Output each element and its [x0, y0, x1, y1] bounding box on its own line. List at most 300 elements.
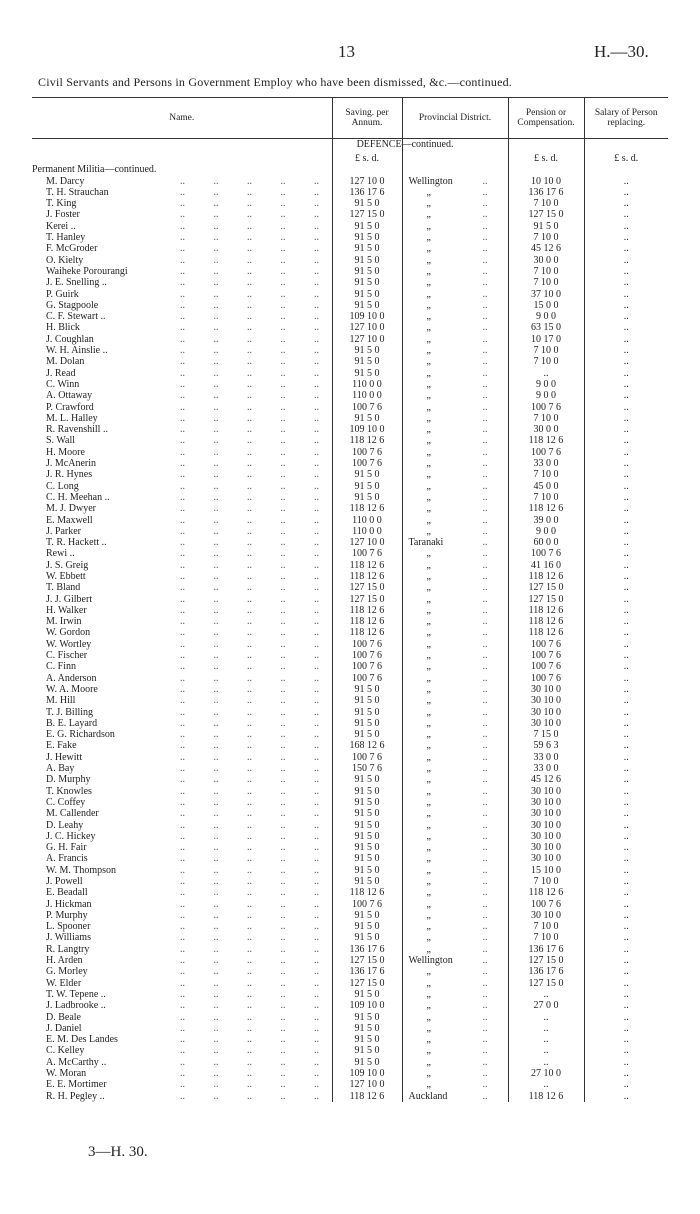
leader-dots: .. .. .. .. ..	[180, 220, 319, 232]
leader-dots: .. .. .. .. ..	[180, 1056, 319, 1068]
district-dots: ..	[482, 616, 488, 628]
row-district-text: „	[426, 751, 431, 763]
row-district-text: „	[426, 638, 431, 650]
row-name	[32, 865, 332, 876]
leader-dots: .. .. .. .. ..	[180, 921, 319, 933]
row-district	[402, 289, 508, 300]
row-name-text: A. Ottaway	[46, 390, 93, 402]
row-saving: 118 12 6	[332, 605, 402, 616]
row-name	[32, 820, 332, 831]
district-dots: ..	[482, 333, 488, 345]
row-saving: 91 5 0	[332, 289, 402, 300]
table-row	[32, 718, 668, 729]
table-title: Civil Servants and Persons in Government Employ who have been dismissed, &c.—continued.	[38, 75, 512, 89]
row-name	[32, 1023, 332, 1034]
leader-dots: .. .. .. .. ..	[180, 198, 319, 210]
row-saving: 91 5 0	[332, 1023, 402, 1034]
row-pension: 30 10 0	[508, 910, 584, 921]
row-name	[32, 899, 332, 910]
row-district	[402, 786, 508, 797]
leader-dots: .. .. .. .. ..	[180, 785, 319, 797]
table-row	[32, 661, 668, 672]
district-dots: ..	[482, 243, 488, 255]
row-district	[402, 311, 508, 322]
row-salary: ..	[623, 186, 629, 198]
row-name	[32, 978, 332, 989]
row-district	[402, 266, 508, 277]
leader-dots: .. .. .. .. ..	[180, 909, 319, 921]
district-dots: ..	[482, 412, 488, 424]
row-district-text: „	[426, 559, 431, 571]
row-salary: ..	[623, 570, 629, 582]
row-name-text: J. Ladbrooke ..	[46, 1000, 106, 1012]
row-name	[32, 221, 332, 232]
district-dots: ..	[482, 458, 488, 470]
row-name-text: J. S. Greig	[46, 559, 89, 571]
district-dots: ..	[482, 582, 488, 594]
row-name	[32, 786, 332, 797]
row-saving: 91 5 0	[332, 1034, 402, 1045]
row-name	[32, 616, 332, 627]
district-dots: ..	[482, 480, 488, 492]
row-salary: ..	[623, 277, 629, 289]
row-name-text: L. Spooner	[46, 921, 91, 933]
row-salary: ..	[623, 943, 629, 955]
row-name	[32, 752, 332, 763]
district-dots: ..	[482, 830, 488, 842]
row-saving: 91 5 0	[332, 413, 402, 424]
row-district-text: „	[426, 729, 431, 741]
row-pension: 30 10 0	[508, 707, 584, 718]
row-pension: 118 12 6	[508, 435, 584, 446]
row-district-text: „	[426, 943, 431, 955]
row-salary: ..	[623, 706, 629, 718]
row-district	[402, 198, 508, 209]
table-row	[32, 673, 668, 684]
leader-dots: .. .. .. .. ..	[180, 537, 319, 549]
row-salary: ..	[623, 717, 629, 729]
row-district-text: „	[426, 514, 431, 526]
row-pension: 7 10 0	[508, 356, 584, 367]
row-name	[32, 718, 332, 729]
leader-dots: .. .. .. .. ..	[180, 774, 319, 786]
table-row	[32, 707, 668, 718]
row-district-text: „	[426, 966, 431, 978]
table-row	[32, 209, 668, 220]
district-dots: ..	[482, 909, 488, 921]
leader-dots: .. .. .. .. ..	[180, 672, 319, 684]
table-row	[32, 277, 668, 288]
row-pension: 136 17 6	[508, 966, 584, 977]
row-name-text: T. R. Hackett ..	[46, 537, 107, 549]
row-pension: 127 15 0	[508, 582, 584, 593]
row-district-text: „	[426, 322, 431, 334]
row-saving: 136 17 6	[332, 966, 402, 977]
row-saving: 109 10 0	[332, 1000, 402, 1011]
row-salary: ..	[623, 683, 629, 695]
row-name	[32, 560, 332, 571]
leader-dots: .. .. .. .. ..	[180, 265, 319, 277]
row-district	[402, 808, 508, 819]
row-district-text: „	[426, 401, 431, 413]
row-name	[32, 402, 332, 413]
row-name	[32, 481, 332, 492]
row-district	[402, 322, 508, 333]
row-pension: 7 10 0	[508, 277, 584, 288]
row-pension: 100 7 6	[508, 639, 584, 650]
row-salary: ..	[623, 424, 629, 436]
row-saving: 127 15 0	[332, 955, 402, 966]
row-pension: 39 0 0	[508, 515, 584, 526]
row-name-text: M. Callender	[46, 808, 99, 820]
table-row	[32, 932, 668, 943]
row-name	[32, 684, 332, 695]
row-district	[402, 639, 508, 650]
row-pension: ..	[508, 1079, 584, 1090]
leader-dots: .. .. .. .. ..	[180, 604, 319, 616]
row-saving: 91 5 0	[332, 695, 402, 706]
row-district-text: „	[426, 988, 431, 1000]
row-district	[402, 187, 508, 198]
row-pension: 7 10 0	[508, 345, 584, 356]
row-pension: 127 15 0	[508, 594, 584, 605]
row-district	[402, 548, 508, 559]
group-spacer	[32, 153, 332, 164]
row-district	[402, 673, 508, 684]
row-name-text: W. Moran	[46, 1068, 87, 1080]
leader-dots: .. .. .. .. ..	[180, 378, 319, 390]
row-salary: ..	[623, 740, 629, 752]
row-district	[402, 707, 508, 718]
row-district-text: „	[426, 785, 431, 797]
row-name-text: R. Langtry	[46, 943, 90, 955]
row-saving: 118 12 6	[332, 616, 402, 627]
row-name-text: J. Parker	[46, 525, 81, 537]
row-district	[402, 582, 508, 593]
row-name-text: J. Read	[46, 367, 76, 379]
row-saving: 100 7 6	[332, 447, 402, 458]
row-pension: 7 10 0	[508, 198, 584, 209]
table-row	[32, 187, 668, 198]
table-row	[32, 413, 668, 424]
district-dots: ..	[482, 864, 488, 876]
row-district	[402, 955, 508, 966]
district-dots: ..	[482, 356, 488, 368]
row-salary: ..	[623, 458, 629, 470]
row-name	[32, 627, 332, 638]
row-name	[32, 1068, 332, 1079]
table-row	[32, 515, 668, 526]
row-name-text: C. Coffey	[46, 796, 86, 808]
row-name-text: J. J. Gilbert	[46, 593, 93, 605]
row-saving: 168 12 6	[332, 740, 402, 751]
row-district	[402, 209, 508, 220]
row-saving: 91 5 0	[332, 243, 402, 254]
table-row	[32, 311, 668, 322]
row-name	[32, 492, 332, 503]
page-number: 13	[338, 42, 355, 61]
row-salary: ..	[623, 480, 629, 492]
row-salary: ..	[623, 311, 629, 323]
table-row	[32, 1000, 668, 1011]
row-saving: 91 5 0	[332, 718, 402, 729]
row-name	[32, 876, 332, 887]
row-pension: 100 7 6	[508, 402, 584, 413]
row-pension: 15 10 0	[508, 865, 584, 876]
row-name	[32, 1091, 332, 1102]
table-row	[32, 537, 668, 548]
leader-dots: .. .. .. .. ..	[180, 435, 319, 447]
row-district-text: „	[426, 842, 431, 854]
row-salary: ..	[623, 1011, 629, 1023]
row-district	[402, 876, 508, 887]
table-row	[32, 368, 668, 379]
row-district	[402, 379, 508, 390]
table-row	[32, 639, 668, 650]
row-district	[402, 752, 508, 763]
row-pension: 10 10 0	[508, 176, 584, 187]
table-row	[32, 820, 668, 831]
leader-dots: .. .. .. .. ..	[180, 740, 319, 752]
row-saving: 91 5 0	[332, 932, 402, 943]
row-district-text: Wellington	[408, 955, 453, 967]
row-name	[32, 966, 332, 977]
row-salary: ..	[623, 175, 629, 187]
row-pension: 9 0 0	[508, 526, 584, 537]
row-salary: ..	[623, 808, 629, 820]
row-name-text: C. Winn	[46, 378, 80, 390]
row-pension: 7 10 0	[508, 876, 584, 887]
row-district-text: „	[426, 695, 431, 707]
row-salary: ..	[623, 322, 629, 334]
row-name-text: W. Elder	[46, 977, 82, 989]
row-salary: ..	[623, 616, 629, 628]
leader-dots: .. .. .. .. ..	[180, 458, 319, 470]
row-pension: 7 10 0	[508, 921, 584, 932]
table-row	[32, 1068, 668, 1079]
row-district	[402, 515, 508, 526]
row-name	[32, 910, 332, 921]
district-dots: ..	[482, 751, 488, 763]
row-salary: ..	[623, 514, 629, 526]
row-name-text: J. Powell	[46, 876, 83, 887]
row-name-text: W. Gordon	[46, 627, 91, 639]
row-district	[402, 718, 508, 729]
leader-dots: .. .. .. .. ..	[180, 424, 319, 436]
row-name-text: O. Kielty	[46, 254, 84, 266]
row-name-text: A. Anderson	[46, 672, 97, 684]
leader-dots: .. .. .. .. ..	[180, 808, 319, 820]
row-salary: ..	[623, 220, 629, 232]
row-pension: 100 7 6	[508, 548, 584, 559]
district-dots: ..	[482, 491, 488, 503]
row-name-text: E. E. Mortimer	[46, 1079, 107, 1091]
row-pension: 30 10 0	[508, 842, 584, 853]
row-district-text: „	[426, 232, 431, 244]
table-row	[32, 1023, 668, 1034]
row-saving: 91 5 0	[332, 1057, 402, 1068]
row-district-text: „	[426, 672, 431, 684]
row-district	[402, 763, 508, 774]
row-district-text: „	[426, 480, 431, 492]
row-name	[32, 300, 332, 311]
document-reference: H.—30.	[594, 42, 649, 61]
table-row	[32, 695, 668, 706]
row-name-text: H. Arden	[46, 955, 83, 967]
row-name	[32, 605, 332, 616]
row-name	[32, 842, 332, 853]
row-pension: 30 10 0	[508, 797, 584, 808]
row-name	[32, 266, 332, 277]
row-salary: ..	[623, 887, 629, 899]
row-name-text: F. McGroder	[46, 243, 98, 255]
row-saving: 100 7 6	[332, 402, 402, 413]
district-dots: ..	[482, 1056, 488, 1068]
row-name-text: J. Hewitt	[46, 751, 83, 763]
row-pension: 33 0 0	[508, 752, 584, 763]
district-dots: ..	[482, 435, 488, 447]
row-pension: 30 0 0	[508, 424, 584, 435]
district-dots: ..	[482, 921, 488, 933]
row-district-text: „	[426, 254, 431, 266]
dismissed-employees-table	[32, 97, 668, 1102]
row-pension: 118 12 6	[508, 503, 584, 514]
leader-dots: .. .. .. .. ..	[180, 1090, 319, 1102]
leader-dots: .. .. .. .. ..	[180, 955, 319, 967]
district-dots: ..	[482, 209, 488, 221]
row-district-text: „	[426, 853, 431, 865]
row-saving: 118 12 6	[332, 887, 402, 898]
row-name-text: D. Murphy	[46, 774, 91, 786]
district-dots: ..	[482, 288, 488, 300]
table-row	[32, 842, 668, 853]
row-district	[402, 255, 508, 266]
row-name	[32, 774, 332, 785]
leader-dots: .. .. .. .. ..	[180, 548, 319, 560]
row-district-text: „	[426, 570, 431, 582]
district-dots: ..	[482, 593, 488, 605]
row-pension: 7 10 0	[508, 492, 584, 503]
row-name	[32, 887, 332, 898]
row-pension: 59 6 3	[508, 740, 584, 751]
row-district	[402, 1079, 508, 1090]
row-district-text: „	[426, 616, 431, 628]
row-name	[32, 289, 332, 300]
row-district	[402, 1068, 508, 1079]
row-district	[402, 345, 508, 356]
row-salary: ..	[623, 774, 629, 786]
table-row	[32, 571, 668, 582]
row-name-text: T. Knowles	[46, 785, 92, 797]
row-saving: 91 5 0	[332, 910, 402, 921]
row-district-text: „	[426, 763, 431, 775]
district-dots: ..	[482, 740, 488, 752]
row-name-text: W. Ebbett	[46, 570, 86, 582]
row-pension: 30 10 0	[508, 786, 584, 797]
district-dots: ..	[482, 186, 488, 198]
row-salary: ..	[623, 288, 629, 300]
district-dots: ..	[482, 729, 488, 741]
row-name-text: P. Murphy	[46, 909, 88, 921]
row-name	[32, 831, 332, 842]
leader-dots: .. .. .. .. ..	[180, 650, 319, 662]
row-pension: 30 10 0	[508, 684, 584, 695]
row-salary: ..	[623, 932, 629, 944]
row-saving: 91 5 0	[332, 808, 402, 819]
row-name	[32, 763, 332, 774]
row-name-text: J. Hickman	[46, 898, 92, 910]
row-district-text: „	[426, 898, 431, 910]
table-row	[32, 243, 668, 254]
table-row	[32, 763, 668, 774]
row-saving: 110 0 0	[332, 390, 402, 401]
row-district	[402, 1091, 508, 1102]
row-district-text: „	[426, 311, 431, 323]
row-saving: 91 5 0	[332, 1045, 402, 1056]
row-name-text: S. Wall	[46, 435, 76, 447]
row-name	[32, 921, 332, 932]
row-name-text: M. J. Dwyer	[46, 503, 96, 515]
row-district	[402, 616, 508, 627]
row-district	[402, 1000, 508, 1011]
row-name-text: J. Daniel	[46, 1022, 82, 1034]
row-district-text: „	[426, 1034, 431, 1046]
row-name	[32, 673, 332, 684]
row-district	[402, 300, 508, 311]
row-name	[32, 379, 332, 390]
row-district	[402, 560, 508, 571]
leader-dots: .. .. .. .. ..	[180, 830, 319, 842]
row-salary: ..	[623, 356, 629, 368]
row-district-text: „	[426, 740, 431, 752]
leader-dots: .. .. .. .. ..	[180, 582, 319, 594]
row-pension: 118 12 6	[508, 627, 584, 638]
saving-units: £ s. d.	[332, 153, 402, 164]
row-name	[32, 944, 332, 955]
leader-dots: .. .. .. .. ..	[180, 503, 319, 515]
row-name	[32, 176, 332, 187]
row-salary: ..	[623, 729, 629, 741]
row-name	[32, 808, 332, 819]
leader-dots: .. .. .. .. ..	[180, 751, 319, 763]
table-row	[32, 627, 668, 638]
row-district	[402, 277, 508, 288]
row-name	[32, 1000, 332, 1011]
row-saving: 91 5 0	[332, 368, 402, 379]
district-dots: ..	[482, 537, 488, 549]
leader-dots: .. .. .. .. ..	[180, 1034, 319, 1046]
row-name-text: A. McCarthy ..	[46, 1056, 107, 1068]
table-row	[32, 1057, 668, 1068]
row-saving: 109 10 0	[332, 1068, 402, 1079]
leader-dots: .. .. .. .. ..	[180, 345, 319, 357]
table-row	[32, 966, 668, 977]
row-name-text: D. Beale	[46, 1011, 81, 1023]
district-dots: ..	[482, 570, 488, 582]
district-dots: ..	[482, 774, 488, 786]
row-name-text: R. Ravenshill ..	[46, 424, 108, 436]
row-district-text: „	[426, 1045, 431, 1057]
row-name-text: G. Morley	[46, 966, 88, 978]
district-dots: ..	[482, 525, 488, 537]
row-salary: ..	[623, 559, 629, 571]
leader-dots: .. .. .. .. ..	[180, 887, 319, 899]
row-name	[32, 932, 332, 943]
row-pension: 100 7 6	[508, 673, 584, 684]
header-pension: Pension or Compensation.	[508, 98, 584, 139]
row-pension: 127 15 0	[508, 209, 584, 220]
row-salary: ..	[623, 898, 629, 910]
